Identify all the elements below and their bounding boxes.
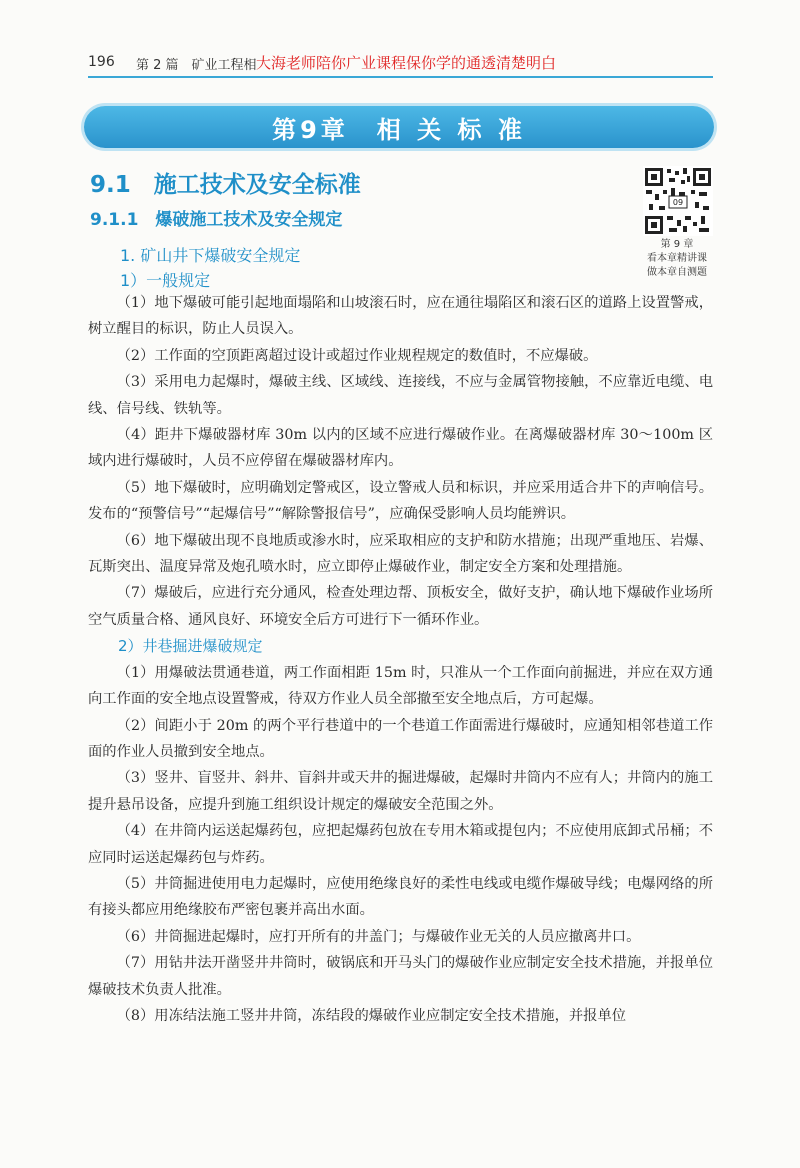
rule-paragraph: （1）用爆破法贯通巷道，两工作面相距 15m 时，只准从一个工作面向前掘进，并应在双方通向工作面的安全地点设置警戒，待双方作业人员全部撤至安全地点后，方可起爆。 xyxy=(88,664,713,708)
rule-paragraph: （3）采用电力起爆时，爆破主线、区域线、连接线，不应与金属管物接触，不应靠近电缆、电线、信号线、铁轨等。 xyxy=(88,374,713,417)
rule-paragraph: （8）用冻结法施工竖井井筒，冻结段的爆破作业应制定安全技术措施，并报单位 xyxy=(116,1007,627,1024)
subsection-heading-general: 1）一般规定 xyxy=(120,271,211,290)
qr-code-icon[interactable] xyxy=(643,166,713,236)
rule-paragraph: （5）井筒掘进使用电力起爆时，应使用绝缘良好的柔性电线或电缆作爆破导线；电爆网络的所有接头都应用绝缘胶布严密包裹并高出水面。 xyxy=(88,875,713,919)
body-text xyxy=(88,290,713,1029)
section-heading-9-1-1: 9.1.1 爆破施工技术及安全规定 xyxy=(90,210,343,230)
section-heading-9-1: 9.1 施工技术及安全标准 xyxy=(90,172,361,198)
page-number: 196 xyxy=(88,54,115,70)
chapter-title: 第9章 相 关 标 准 xyxy=(272,115,526,144)
qr-code-label: 09 xyxy=(672,198,684,207)
rule-paragraph: （7）用钻井法开凿竖井井筒时，破锅底和开马头门的爆破作业应制定安全技术措施，并报单位爆破技术负责人批准。 xyxy=(88,955,713,998)
qr-caption-line: 看本章精讲课 xyxy=(647,253,707,264)
rule-paragraph: （4）距井下爆破器材库 30m 以内的区域不应进行爆破作业。在离爆破器材库 30～100m 区域内进行爆破时，人员不应停留在爆破器材库内。 xyxy=(88,427,713,470)
rule-paragraph: （6）地下爆破出现不良地质或渗水时，应采取相应的支护和防水措施；出现严重地压、岩爆、瓦斯突出、温度异常及炮孔喷水时，应立即停止爆破作业，制定安全方案和处理措施。 xyxy=(88,532,713,576)
rule-paragraph: （2）间距小于 20m 的两个平行巷道中的一个巷道工作面需进行爆破时，应通知相邻巷道工作面的作业人员撤到安全地点。 xyxy=(88,717,713,760)
subsection-heading-tunnel: 2）井巷掘进爆破规定 xyxy=(118,637,263,656)
qr-caption-line: 第 9 章 xyxy=(660,239,694,250)
rule-paragraph: （5）地下爆破时，应明确划定警戒区，设立警戒人员和标识，并应采用适合井下的声响信号。发布的“预警信号”“起爆信号”“解除警报信号”，应确保受影响人员均能辨识。 xyxy=(88,479,713,523)
qr-caption-line: 做本章自测题 xyxy=(647,267,707,278)
rule-paragraph: （3）竖井、盲竖井、斜井、盲斜井或天井的掘进爆破，起爆时井筒内不应有人；井筒内的施工提升悬吊设备，应提升到施工组织设计规定的爆破安全范围之外。 xyxy=(88,770,713,813)
part-label: 第 2 篇 矿业工程相 xyxy=(136,58,257,73)
rule-paragraph: （2）工作面的空顶距离超过设计或超过作业规程规定的数值时，不应爆破。 xyxy=(116,347,598,364)
page-header xyxy=(88,50,713,78)
subsection-heading-1: 1. 矿山井下爆破安全规定 xyxy=(120,246,301,265)
watermark-text: 大海老师陪你广业课程保你学的通透清楚明白 xyxy=(256,54,557,72)
rule-paragraph: （1）地下爆破可能引起地面塌陷和山坡滚石时，应在通往塌陷区和滚石区的道路上设置警戒，树立醒目的标识，防止人员误入。 xyxy=(88,295,713,338)
qr-caption xyxy=(612,238,742,280)
rule-paragraph: （6）井筒掘进起爆时，应打开所有的井盖门；与爆破作业无关的人员应撤离井口。 xyxy=(116,928,641,945)
rule-paragraph: （4）在井筒内运送起爆药包，应把起爆药包放在专用木箱或提包内；不应使用底卸式吊桶；不应同时运送起爆药包与炸药。 xyxy=(88,823,713,866)
chapter-banner xyxy=(84,106,714,148)
rule-paragraph: （7）爆破后，应进行充分通风，检查处理边帮、顶板安全，做好支护，确认地下爆破作业场所空气质量合格、通风良好、环境安全后方可进行下一循环作业。 xyxy=(88,585,713,628)
